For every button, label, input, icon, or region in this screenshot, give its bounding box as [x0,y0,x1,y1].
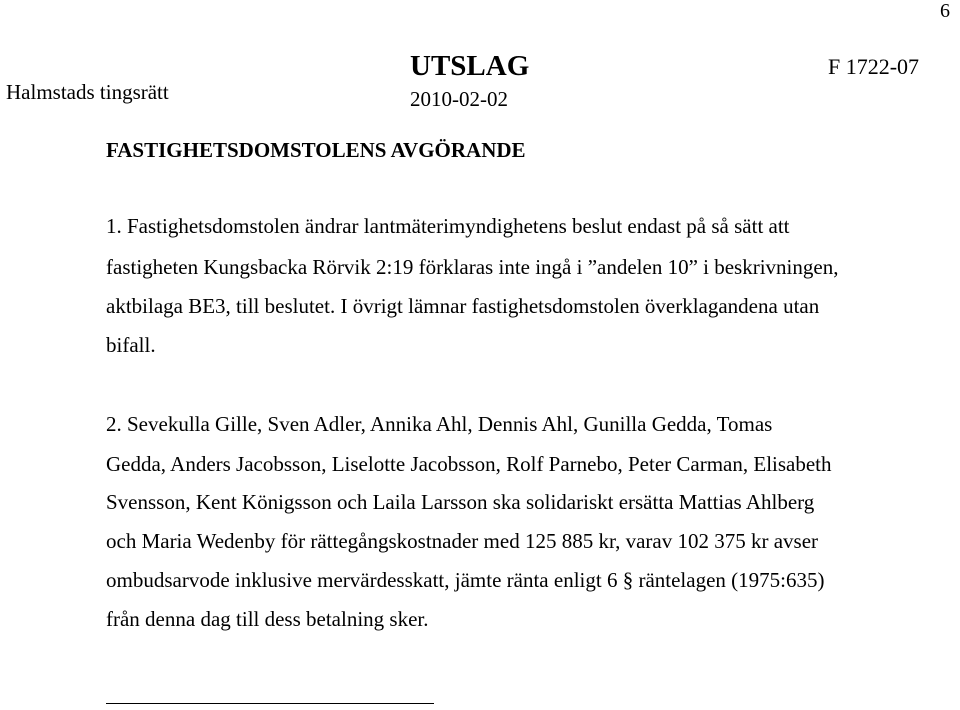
paragraph-line: Gedda, Anders Jacobsson, Liselotte Jacobsson, Rolf Parnebo, Peter Carman, Elisabeth [106,452,832,476]
paragraph-line: ombudsarvode inklusive mervärdesskatt, jämte ränta enligt 6 § räntelagen (1975:635) [106,568,825,592]
section-title: FASTIGHETSDOMSTOLENS AVGÖRANDE [106,138,526,162]
paragraph-line: Svensson, Kent Königsson och Laila Larsson ska solidariskt ersätta Mattias Ahlberg [106,490,815,514]
paragraph-line: 2. Sevekulla Gille, Sven Adler, Annika Ahl, Dennis Ahl, Gunilla Gedda, Tomas [106,412,773,436]
footnote-separator [106,703,434,704]
court-name: Halmstads tingsrätt [6,80,169,104]
paragraph-line: från denna dag till dess betalning sker. [106,607,429,631]
paragraph-line: 1. Fastighetsdomstolen ändrar lantmäterimyndighetens beslut endast på så sätt att [106,214,790,238]
paragraph-line: bifall. [106,333,156,357]
page-number: 6 [940,0,950,22]
paragraph-line: och Maria Wedenby för rättegångskostnader med 125 885 kr, varav 102 375 kr avser [106,529,819,553]
case-number: F 1722-07 [828,54,920,79]
paragraph-line: fastigheten Kungsbacka Rörvik 2:19 förklaras inte ingå i ”andelen 10” i beskrivningen, [106,255,839,279]
document-type: UTSLAG [410,50,530,82]
document-date: 2010-02-02 [410,87,508,111]
paragraph-line: aktbilaga BE3, till beslutet. I övrigt lämnar fastighetsdomstolen överklagandena utan [106,294,820,318]
